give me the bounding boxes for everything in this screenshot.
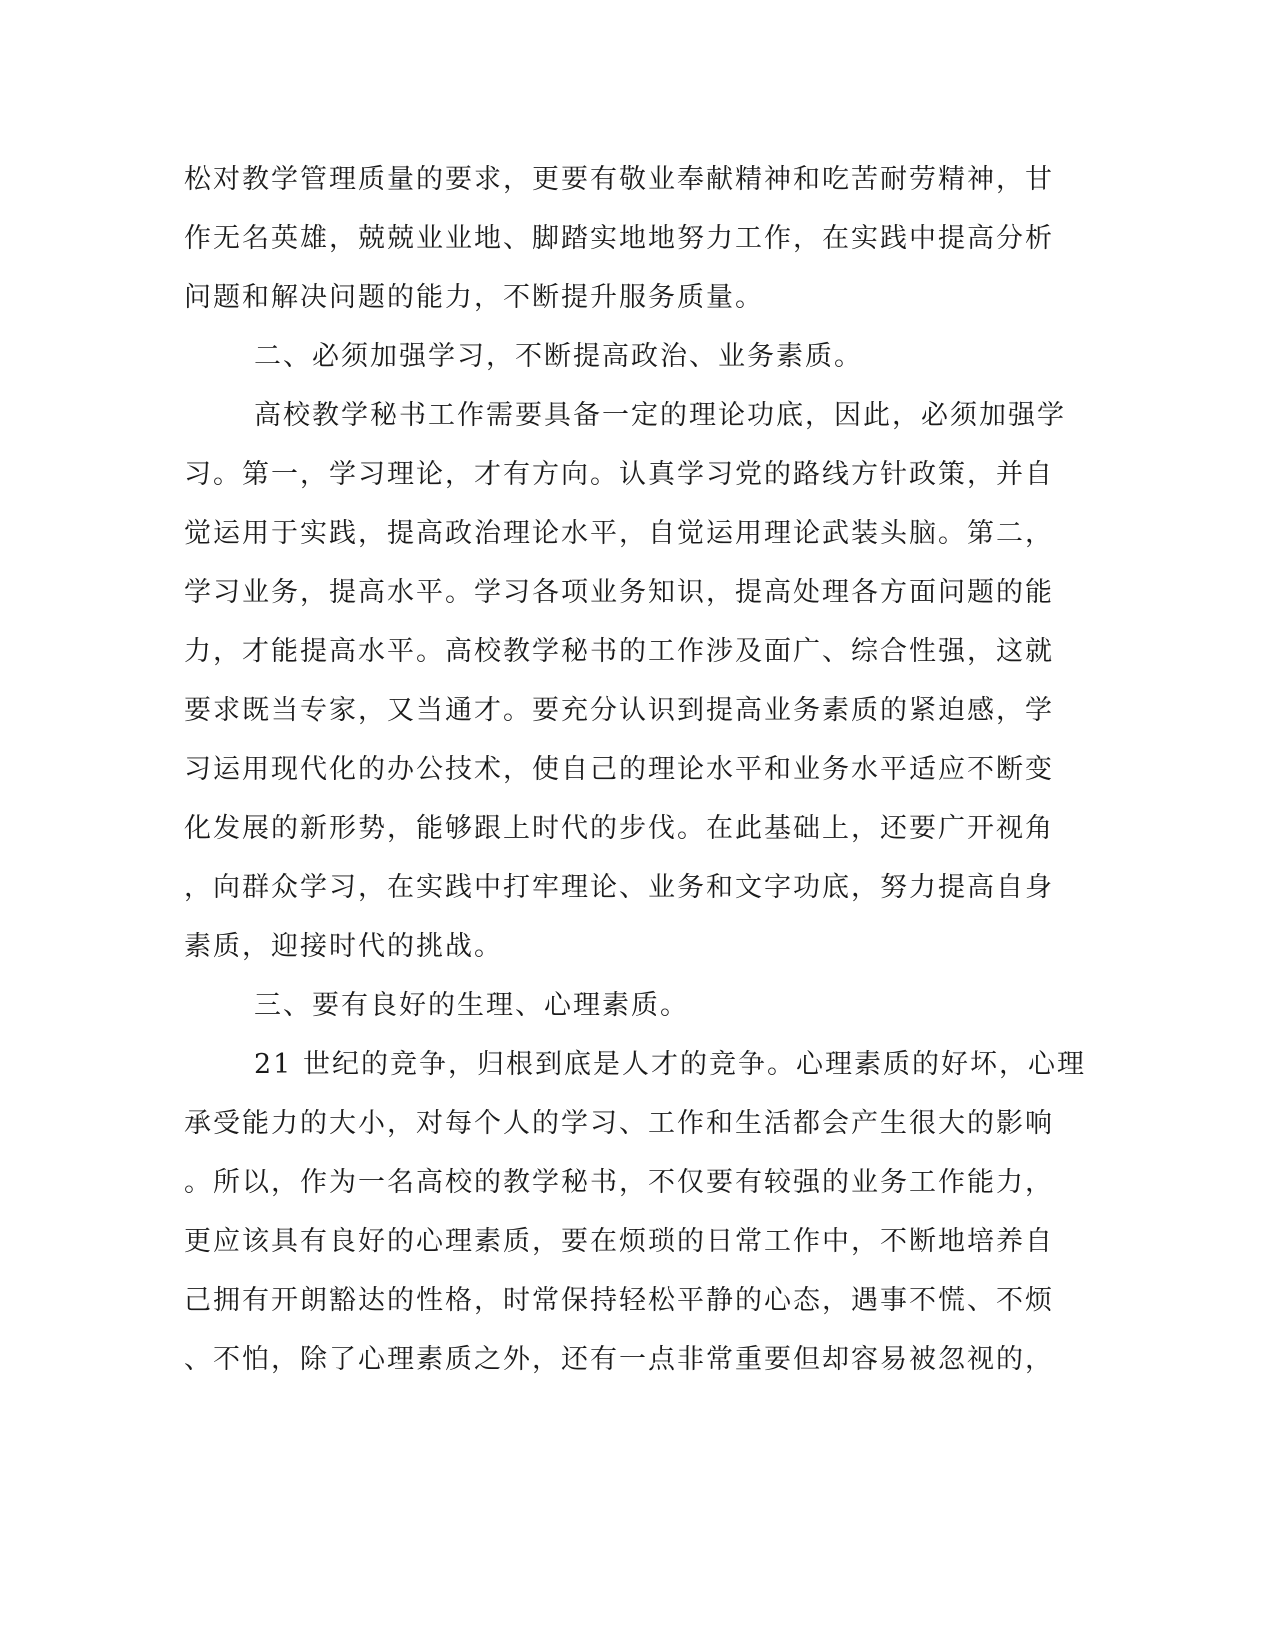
section-heading-3: 三、要有良好的生理、心理素质。	[254, 990, 689, 1021]
text-line-14: 素质，迎接时代的挑战。	[184, 931, 503, 962]
text-line-5: 高校教学秘书工作需要具备一定的理论功底，因此，必须加强学	[254, 400, 1066, 431]
text-line-16: 21 世纪的竞争，归根到底是人才的竞争。心理素质的好坏，心理	[254, 1049, 1086, 1080]
text-line-18: 。所以，作为一名高校的教学秘书，不仅要有较强的业务工作能力，	[184, 1167, 1054, 1198]
text-line-19: 更应该具有良好的心理素质，要在烦琐的日常工作中，不断地培养自	[184, 1226, 1054, 1257]
text-line-11: 习运用现代化的办公技术，使自己的理论水平和业务水平适应不断变	[184, 754, 1054, 785]
section-heading-2: 二、必须加强学习，不断提高政治、业务素质。	[254, 341, 863, 372]
text-line-1: 松对教学管理质量的要求，更要有敬业奉献精神和吃苦耐劳精神，甘	[184, 164, 1054, 195]
text-line-21: 、不怕，除了心理素质之外，还有一点非常重要但却容易被忽视的，	[184, 1344, 1054, 1375]
text-line-10: 要求既当专家，又当通才。要充分认识到提高业务素质的紧迫感，学	[184, 695, 1054, 726]
text-line-2: 作无名英雄，兢兢业业地、脚踏实地地努力工作，在实践中提高分析	[184, 223, 1054, 254]
text-line-12: 化发展的新形势，能够跟上时代的步伐。在此基础上，还要广开视角	[184, 813, 1054, 844]
text-line-17: 承受能力的大小，对每个人的学习、工作和生活都会产生很大的影响	[184, 1108, 1054, 1139]
text-line-7: 觉运用于实践，提高政治理论水平，自觉运用理论武装头脑。第二，	[184, 518, 1054, 549]
text-line-6: 习。第一，学习理论，才有方向。认真学习党的路线方针政策，并自	[184, 459, 1054, 490]
text-line-9: 力，才能提高水平。高校教学秘书的工作涉及面广、综合性强，这就	[184, 636, 1054, 667]
text-line-3: 问题和解决问题的能力，不断提升服务质量。	[184, 282, 764, 313]
text-line-13: ，向群众学习，在实践中打牢理论、业务和文字功底，努力提高自身	[184, 872, 1054, 903]
text-line-8: 学习业务，提高水平。学习各项业务知识，提高处理各方面问题的能	[184, 577, 1054, 608]
text-line-20: 己拥有开朗豁达的性格，时常保持轻松平静的心态，遇事不慌、不烦	[184, 1285, 1054, 1316]
